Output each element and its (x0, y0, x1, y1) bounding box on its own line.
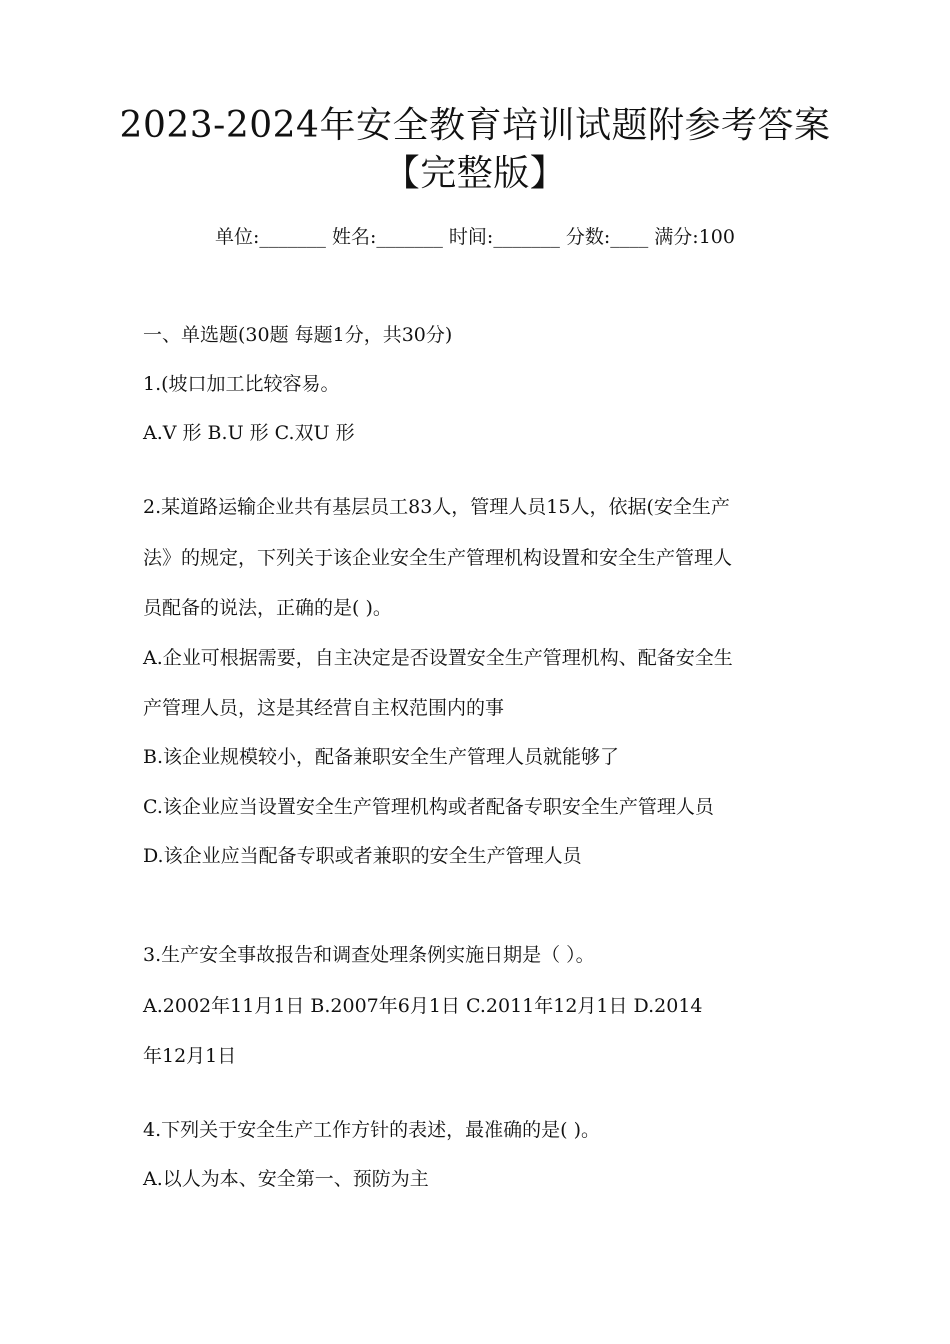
question-2-option-b: B.该企业规模较小，配备兼职安全生产管理人员就能够了 (143, 746, 620, 768)
document-title-line1: 2023-2024年安全教育培训试题附参考答案 (119, 105, 831, 146)
question-2-option-a-line1: A.企业可根据需要，自主决定是否设置安全生产管理机构、配备安全生 (143, 647, 733, 669)
exam-info-line: 单位:_______ 姓名:_______ 时间:_______ 分数:____ 满分:100 (215, 226, 735, 248)
question-1-options: A.V 形 B.U 形 C.双U 形 (143, 422, 355, 444)
question-1-stem: 1.(坡口加工比较容易。 (143, 373, 340, 395)
question-4-option-a: A.以人为本、安全第一、预防为主 (143, 1168, 429, 1190)
question-2-stem-line1: 2.某道路运输企业共有基层员工83人，管理人员15人，依据(安全生产 (143, 496, 730, 518)
question-2-option-a-line2: 产管理人员，这是其经营自主权范围内的事 (143, 697, 505, 719)
question-3-stem: 3.生产安全事故报告和调查处理条例实施日期是（ ）。 (143, 944, 595, 966)
section-heading: 一、单选题(30题 每题1分，共30分) (143, 324, 453, 346)
question-2-stem-line3: 员配备的说法，正确的是( )。 (143, 597, 392, 619)
question-2-option-d: D.该企业应当配备专职或者兼职的安全生产管理人员 (143, 845, 582, 867)
question-2-option-c: C.该企业应当设置安全生产管理机构或者配备专职安全生产管理人员 (143, 796, 714, 818)
question-3-options-line1: A.2002年11月1日 B.2007年6月1日 C.2011年12月1日 D.2014 (143, 995, 703, 1017)
document-title-line2: 【完整版】 (383, 153, 567, 194)
question-2-stem-line2: 法》的规定，下列关于该企业安全生产管理机构设置和安全生产管理人 (143, 547, 733, 569)
question-3-options-line2: 年12月1日 (143, 1045, 237, 1067)
question-4-stem: 4.下列关于安全生产工作方针的表述，最准确的是( )。 (143, 1119, 600, 1141)
